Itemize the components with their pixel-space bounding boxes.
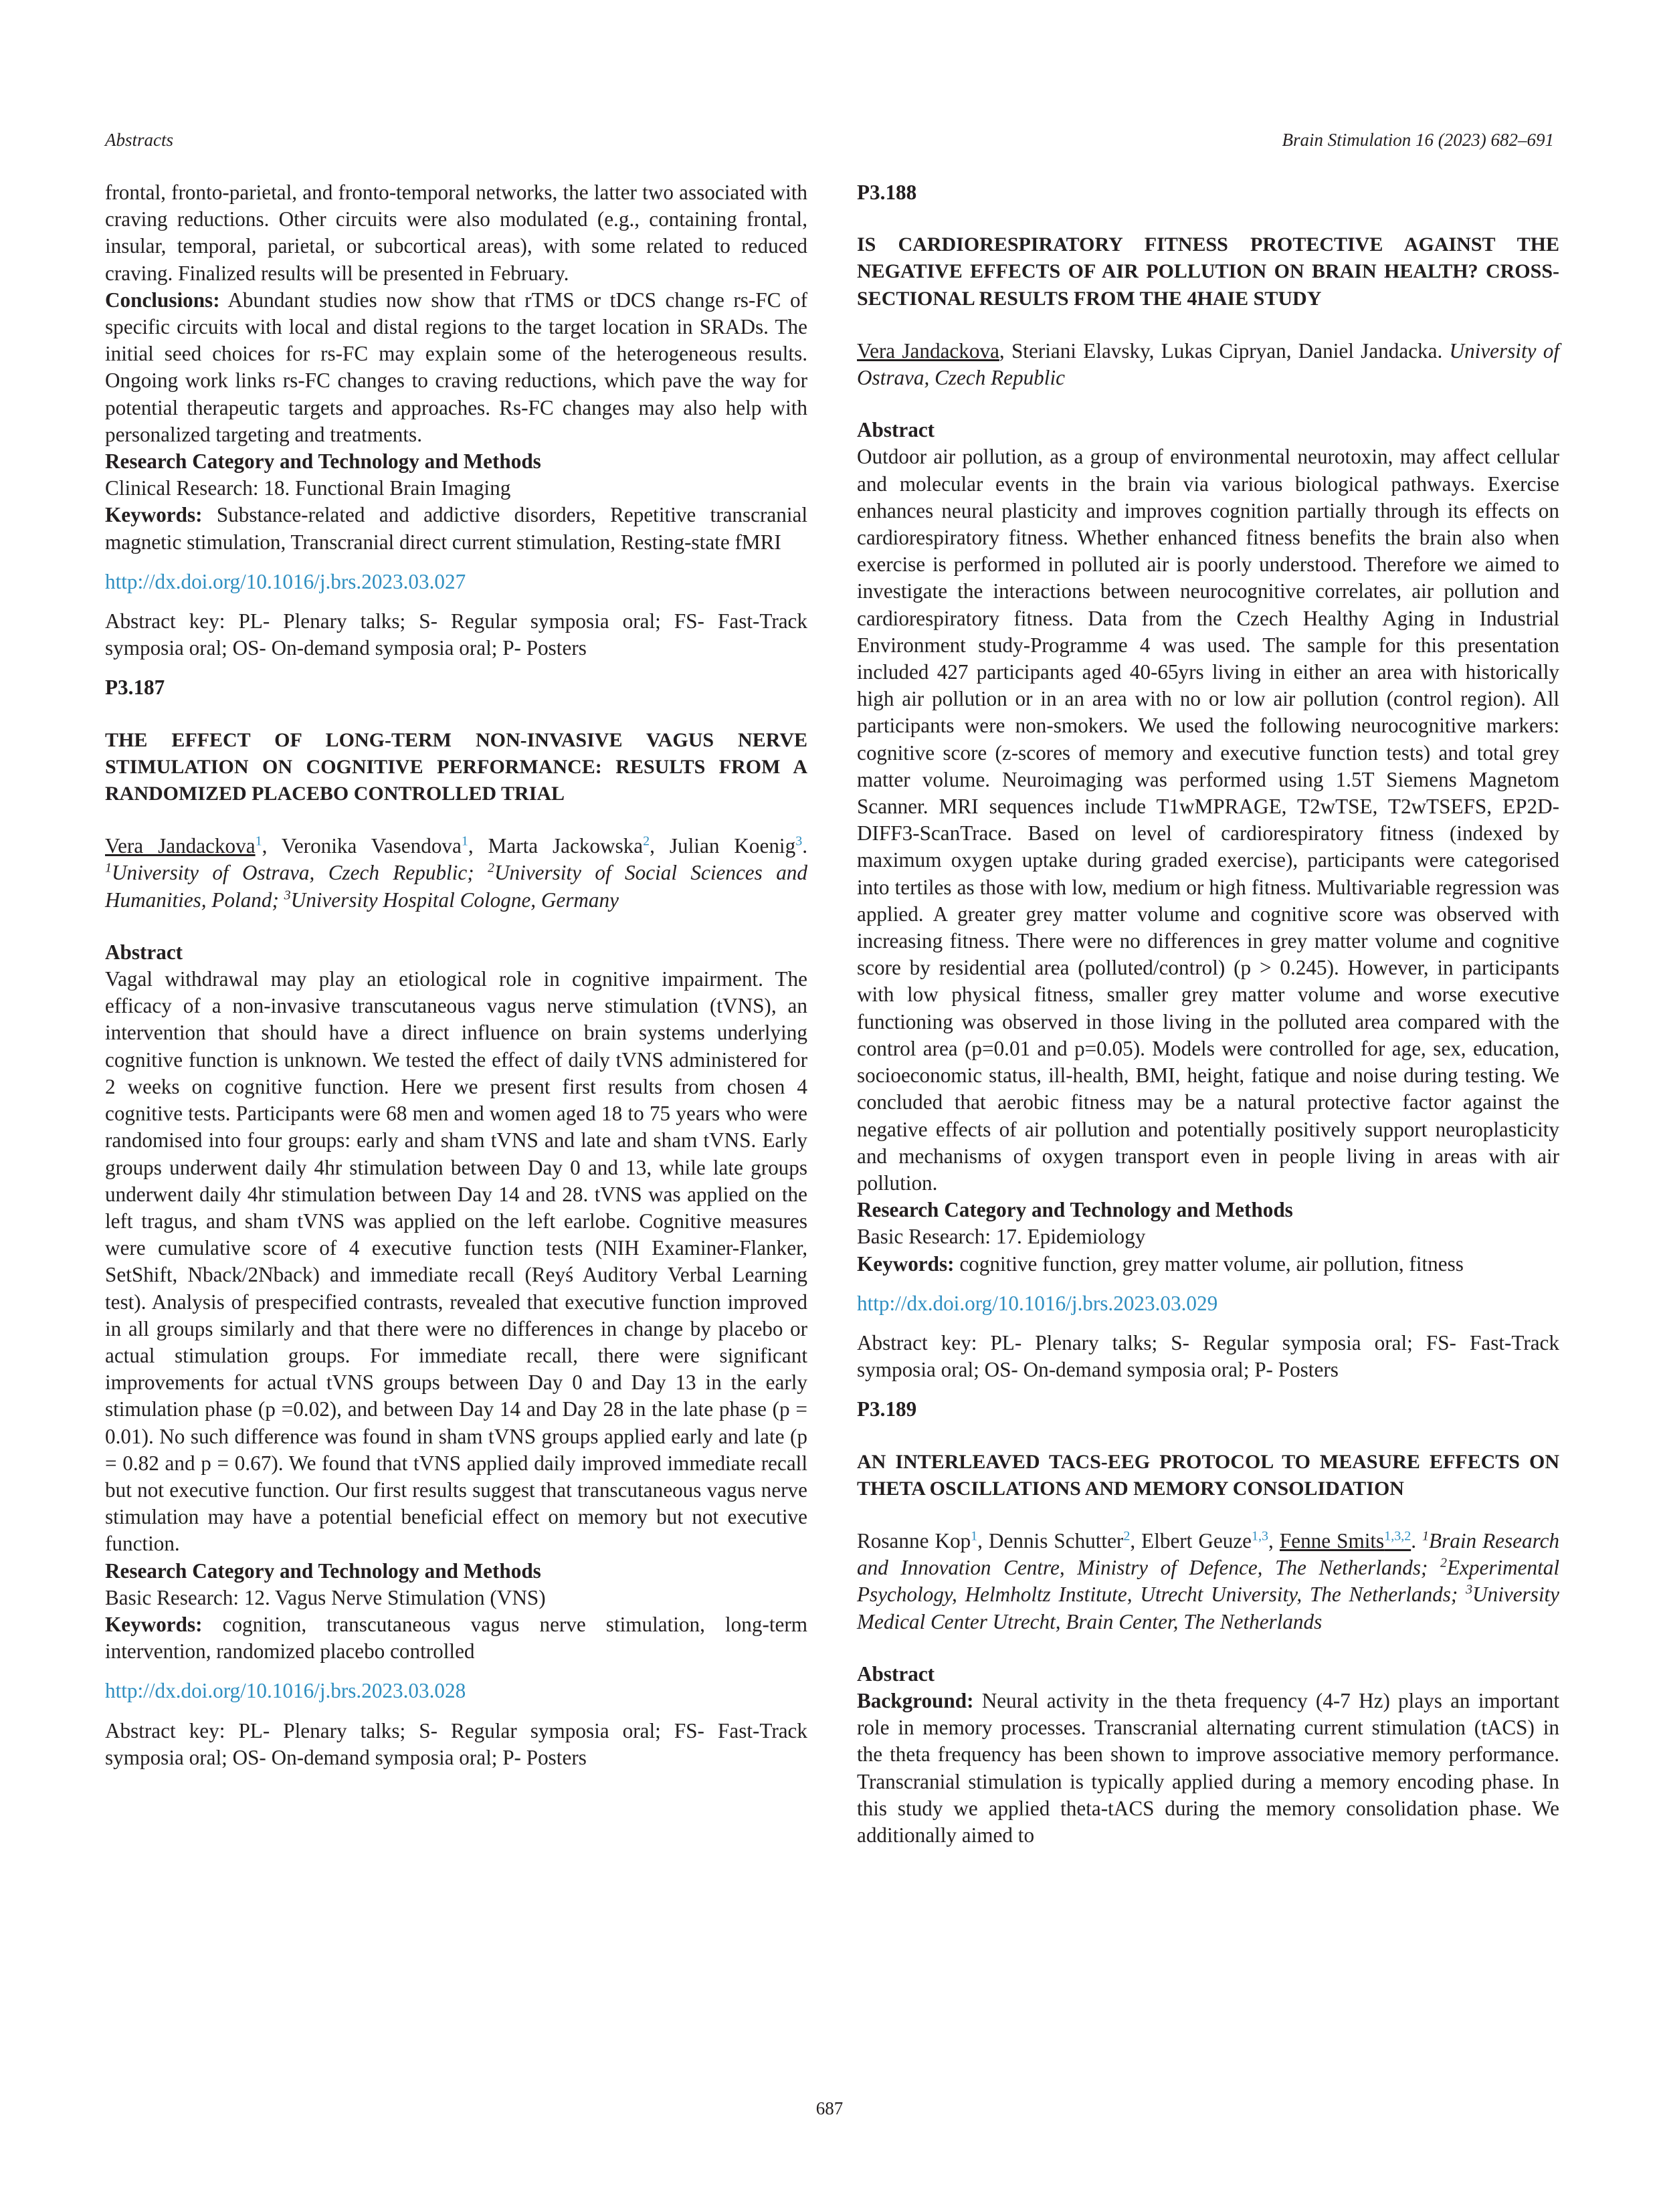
doi-link[interactable]: http://dx.doi.org/10.1016/j.brs.2023.03.028 bbox=[105, 1679, 466, 1703]
conclusions-text: Abundant studies now show that rTMS or tDCS change rs-FC of specific circuits with local and distal regions to the target location in SRADs. The initial seed choices for rs-FC may explain some of the heterogeneous results. Ongoing work links rs-FC changes to craving reductions, which pave the way for potential therapeutic targets and approaches. Rs-FC changes may also help with personalized targeting and treatments. bbox=[105, 288, 807, 446]
keywords-paragraph bbox=[105, 1611, 807, 1665]
author-list bbox=[857, 338, 1559, 391]
abstract-id: P3.188 bbox=[857, 181, 917, 204]
abstract-title: THE EFFECT OF LONG-TERM NON-INVASIVE VAGUS NERVE STIMULATION ON COGNITIVE PERFORMANCE: RESULTS FROM A RANDOMIZED PLACEBO CONTROLLED TRIAL bbox=[105, 728, 807, 805]
affiliation-text: University of Ostrava, Czech Republic; bbox=[112, 861, 488, 885]
conclusions-paragraph bbox=[105, 287, 807, 448]
abstract-id: P3.189 bbox=[857, 1397, 917, 1421]
abstract-body: Outdoor air pollution, as a group of environmental neurotoxin, may affect cellular and molecular events in the brain via various biological pathways. Exercise enhances neural plasticity and improves cognition partially through its effects on cardiorespiratory fitness. Whether enhanced fitness benefits the brain also when exercise is performed in polluted air is poorly understood. Therefore we aimed to investigate the interactions between neurocognitive correlates, air pollution and cardiorespiratory fitness. Data from the Czech Healthy Aging in Industrial Environment study-Programme 4 was used. The sample for this presentation included 427 participants aged 40-65yrs living in either an area with historically high air pollution or in an area with no or low air pollution (control region). All participants were non-smokers. We used the following neurocognitive markers: cognitive score (z-scores of memory and executive function tests) and total grey matter volume. Neuroimaging was performed using 1.5T Siemens Magnetom Scanner. MRI sequences include T1wMPRAGE, T2wTSE, T2wTSEFS, EP2D-DIFF3-ScanTrace. Based on level of cardiorespiratory fitness (indexed by maximum oxygen uptake during graded exercise), participants were categorised into tertiles as those with low, medium or high fitness. Multivariable regression was applied. A greater grey matter volume and cognitive score was observed with increasing fitness. There were no differences in grey matter volume and cognitive score by residential area (polluted/control) (p > 0.245). However, in participants with low physical fitness, smaller grey matter volume and worse executive functioning was observed in those living in the polluted area compared with the control area (p=0.01 and p=0.05). Models were controlled for age, sex, education, socioeconomic status, ill-health, BMI, height, fatique and noise during testing. We concluded that aerobic fitness may be a natural protective factor against the negative effects of air pollution and potentially positively support neuroplasticity and mechanisms of oxygen transport even in people living in areas with air pollution. bbox=[857, 445, 1559, 1195]
abstract-key: Abstract key: PL- Plenary talks; S- Regular symposia oral; FS- Fast-Track symposia oral; OS- On-demand symposia oral; P- Posters bbox=[105, 1718, 807, 1769]
author-name: Rosanne Kop bbox=[857, 1528, 971, 1552]
abstract-id: P3.187 bbox=[105, 676, 165, 700]
category-heading: Research Category and Technology and Methods bbox=[857, 1198, 1293, 1222]
affiliation-text: University of Social Sciences and Humanities, Poland; bbox=[105, 861, 807, 912]
author-affiliation-ref: 2 bbox=[643, 833, 650, 849]
presenting-author: Vera Jandackova bbox=[857, 338, 999, 363]
affiliation-number: 3 bbox=[284, 888, 291, 903]
page-number: 687 bbox=[815, 2098, 844, 2118]
background-text: Neural activity in the theta frequency (4-7 Hz) plays an important role in memory processes. Transcranial alternating current stimulation (tACS) in the theta frequency has been shown to improve associative memory performance. Transcranial stimulation is typically applied during a memory encoding phase. In this study we applied theta-tACS during the memory consolidation phase. We additionally aimed to bbox=[857, 1688, 1559, 1847]
affiliation-number: 1 bbox=[105, 861, 112, 876]
left-column bbox=[105, 179, 807, 1771]
category-heading: Research Category and Technology and Methods bbox=[105, 449, 541, 474]
author-affiliation-ref: 1 bbox=[461, 833, 468, 849]
right-column bbox=[857, 179, 1559, 1849]
keywords-text: Substance-related and addictive disorders, Repetitive transcranial magnetic stimulation, Transcranial direct current stimulation, Resting-state fMRI bbox=[105, 503, 807, 554]
separator: . bbox=[1411, 1528, 1423, 1552]
affiliation-text: University Medical Center Utrecht, Brain Center, The Netherlands bbox=[857, 1583, 1559, 1633]
running-head-citation: Brain Stimulation 16 (2023) 682–691 bbox=[1282, 130, 1554, 150]
doi-link[interactable]: http://dx.doi.org/10.1016/j.brs.2023.03.027 bbox=[105, 569, 466, 593]
author-affiliation-ref: 3 bbox=[795, 833, 803, 849]
background-label: Background: bbox=[857, 1688, 974, 1712]
author-affiliation-ref: 1,3,2 bbox=[1384, 1528, 1411, 1544]
keywords-text: cognitive function, grey matter volume, air pollution, fitness bbox=[954, 1251, 1464, 1276]
category-heading: Research Category and Technology and Methods bbox=[105, 1559, 541, 1583]
affiliation bbox=[105, 861, 807, 911]
author-affiliation-ref: 1,3 bbox=[1252, 1528, 1269, 1544]
author-affiliation-ref: 1 bbox=[971, 1528, 978, 1544]
keywords-label: Keywords: bbox=[857, 1251, 955, 1276]
abstract-title: AN INTERLEAVED TACS-EEG PROTOCOL TO MEASURE EFFECTS ON THETA OSCILLATIONS AND MEMORY CONSOLIDATION bbox=[857, 1450, 1559, 1500]
affiliation: University of Ostrava, Czech Republic bbox=[857, 338, 1559, 390]
separator: . bbox=[802, 834, 807, 858]
author-names: , Steriani Elavsky, Lukas Cipryan, Daniel Jandacka. bbox=[999, 338, 1450, 363]
abstract-title: IS CARDIORESPIRATORY FITNESS PROTECTIVE AGAINST THE NEGATIVE EFFECTS OF AIR POLLUTION ON BRAIN HEALTH? CROSS-SECTIONAL RESULTS FROM THE 4HAIE STUDY bbox=[857, 233, 1559, 310]
affiliation-text: Experimental Psychology, Helmholtz Institute, Utrecht University, The Netherlands; bbox=[857, 1556, 1559, 1607]
presenting-author-name: Fenne Smits bbox=[1279, 1528, 1385, 1552]
author-name: , Elbert Geuze bbox=[1130, 1528, 1252, 1552]
background-paragraph bbox=[857, 1688, 1559, 1849]
author-list bbox=[105, 833, 807, 914]
doi-link[interactable]: http://dx.doi.org/10.1016/j.brs.2023.03.029 bbox=[857, 1291, 1218, 1315]
continuation-paragraph: frontal, fronto-parietal, and fronto-temporal networks, the latter two associated with craving reductions. Other circuits were also modulated (e.g., containing frontal, insular, temporal, parietal, or subcortical areas), with some related to reduced craving. Finalized results will be presented in February. bbox=[105, 181, 807, 285]
abstract-key: Abstract key: PL- Plenary talks; S- Regular symposia oral; FS- Fast-Track symposia oral; OS- On-demand symposia oral; P- Posters bbox=[105, 609, 807, 660]
affiliation-number: 1 bbox=[1422, 1528, 1430, 1544]
author-name: , Julian Koenig bbox=[650, 834, 796, 858]
keywords-paragraph bbox=[105, 502, 807, 555]
keywords-text: cognition, transcutaneous vagus nerve stimulation, long-term intervention, randomized placebo controlled bbox=[105, 1612, 807, 1664]
author-list bbox=[857, 1528, 1559, 1635]
author-name: , Dennis Schutter bbox=[977, 1528, 1124, 1552]
abstract-key: Abstract key: PL- Plenary talks; S- Regular symposia oral; FS- Fast-Track symposia oral; OS- On-demand symposia oral; P- Posters bbox=[857, 1330, 1559, 1382]
keywords-paragraph bbox=[857, 1251, 1559, 1278]
affiliation-text: University Hospital Cologne, Germany bbox=[290, 888, 619, 912]
author-name: , Veronika Vasendova bbox=[262, 834, 462, 858]
presenting-author bbox=[1280, 1529, 1411, 1552]
affiliation-number: 2 bbox=[488, 861, 495, 876]
author-name: , Marta Jackowska bbox=[468, 834, 644, 858]
author-affiliation-ref: 1 bbox=[255, 833, 262, 849]
abstract-heading: Abstract bbox=[857, 1662, 935, 1686]
affiliation-text: Brain Research and Innovation Centre, Ministry of Defence, The Netherlands; bbox=[857, 1528, 1560, 1580]
abstract-heading: Abstract bbox=[857, 418, 935, 442]
abstract-body: Vagal withdrawal may play an etiological role in cognitive impairment. The efficacy of a non-invasive transcutaneous vagus nerve stimulation (tVNS), an intervention that should have a direct influence on brain systems underlying cognitive function is unknown. We tested the effect of daily tVNS administered for 2 weeks on cognitive function. Here we present first results from chosen 4 cognitive tests. Participants were 68 men and women aged 18 to 75 years who were randomised into four groups: early and sham tVNS and late and sham tVNS. Early groups underwent daily 4hr stimulation between Day 0 and 13, while late groups underwent daily 4hr stimulation between Day 14 and 28. tVNS was applied on the left tragus, and sham tVNS was applied on the left earlobe. Cognitive measures were cumulative score of 4 executive function tests (NIH Examiner-Flanker, SetShift, Nback/2Nback) and immediate recall (Reyś Auditory Verbal Learning test). Analysis of prespecified contrasts, revealed that executive function improved in all groups similarly and that there were no differences in change by placebo or actual stimulation groups. For immediate recall, there were significant improvements for actual tVNS groups between Day 0 and Day 13 in the early stimulation phase (p =0.02), and between Day 14 and Day 28 in the late phase (p = 0.01). No such difference was found in sham tVNS groups applied early and late (p = 0.82 and p = 0.67). We found that tVNS applied daily improved immediate recall but not executive function. Our first results suggest that transcutaneous vagus nerve stimulation may have a potential beneficial effect on memory but not executive function. bbox=[105, 967, 807, 1556]
presenting-author: Vera Jandackova bbox=[105, 834, 256, 858]
category-value: Basic Research: 12. Vagus Nerve Stimulation (VNS) bbox=[105, 1585, 546, 1609]
conclusions-label: Conclusions: bbox=[105, 288, 220, 312]
keywords-label: Keywords: bbox=[105, 1612, 203, 1636]
separator: , bbox=[1268, 1528, 1280, 1552]
category-value: Basic Research: 17. Epidemiology bbox=[857, 1225, 1146, 1249]
running-head-journal-section: Abstracts bbox=[105, 130, 174, 150]
affiliation-number: 2 bbox=[1440, 1555, 1447, 1571]
keywords-label: Keywords: bbox=[105, 503, 203, 527]
affiliation-number: 3 bbox=[1466, 1582, 1473, 1597]
abstract-heading: Abstract bbox=[105, 940, 183, 964]
author-affiliation-ref: 2 bbox=[1123, 1528, 1131, 1544]
category-value: Clinical Research: 18. Functional Brain Imaging bbox=[105, 476, 511, 500]
